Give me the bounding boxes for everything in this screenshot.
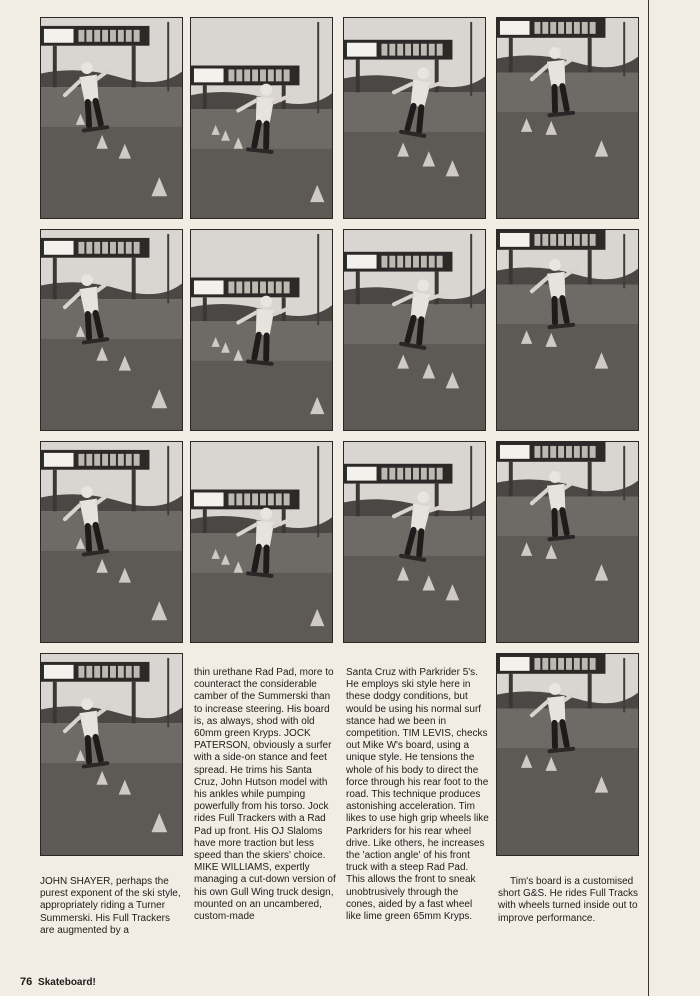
photo-paterson-2 bbox=[190, 229, 333, 431]
caption-john-shayer: JOHN SHAYER, perhaps the purest exponent of the ski style, appropriately riding a Turner Summerski. His Full Trackers are augmented by a bbox=[40, 876, 181, 936]
photo-levis-1 bbox=[496, 17, 639, 219]
caption-williams-levis: Santa Cruz with Parkrider 5's. He employs ski style here in these dodgy conditions, but would be using his normal surf stance had we been in competition. TIM LEVIS, checks out Mike W's board, using a unique style. He tensions the whole of his body to direct the force through his rear foot to the road. This technique produces astonishing acceleration. Tim likes to use high grip wheels like Parkriders for his rear wheel drive. Like others, he increases the 'action angle' of his front truck with a steep Rad Pad. This allows the front to sneak unobtrusively through the cones, aided by a fast wheel like lime green 65mm Kryps. bbox=[346, 667, 489, 923]
photo-williams-2 bbox=[343, 229, 486, 431]
text-column-4 bbox=[498, 876, 641, 925]
photo-williams-1 bbox=[343, 17, 486, 219]
photo-williams-3 bbox=[343, 441, 486, 643]
photo-levis-2 bbox=[496, 229, 639, 431]
page-footer bbox=[20, 976, 96, 988]
photo-paterson-1 bbox=[190, 17, 333, 219]
photo-paterson-3 bbox=[190, 441, 333, 643]
text-column-1 bbox=[40, 876, 183, 937]
photo-levis-3 bbox=[496, 441, 639, 643]
photo-shayer-1 bbox=[40, 17, 183, 219]
photo-levis-4 bbox=[496, 653, 639, 856]
photo-shayer-3 bbox=[40, 441, 183, 643]
photo-shayer-2 bbox=[40, 229, 183, 431]
text-column-2 bbox=[194, 667, 337, 923]
magazine-name: Skateboard! bbox=[38, 977, 96, 988]
caption-tims-board: Tim's board is a customised short G&S. He rides Full Tracks with wheels turned inside out to improve performance. bbox=[498, 876, 639, 924]
text-column-3 bbox=[346, 667, 489, 923]
photo-shayer-4 bbox=[40, 653, 183, 856]
page-number: 76 bbox=[20, 976, 33, 988]
page-edge-rule bbox=[648, 0, 649, 996]
caption-paterson-williams: thin urethane Rad Pad, more to counteract the considerable camber of the Summerski than to increase steering. His board is, as always, shod with old 60mm green Kryps. JOCK PATERSON, obviously a surfer with a side-on stance and feet spread. He trims his Santa Cruz, John Hutson model with his ankles while pumping powerfully from his torso. Jock rides Full Trackers with a Rad Pad up front. His OJ Slaloms have more traction but less speed than the skiers' choice. MIKE WILLIAMS, expertly managing a cut-down version of his own Gull Wing truck design, mounted on an uncambered, custom-made bbox=[194, 667, 336, 923]
